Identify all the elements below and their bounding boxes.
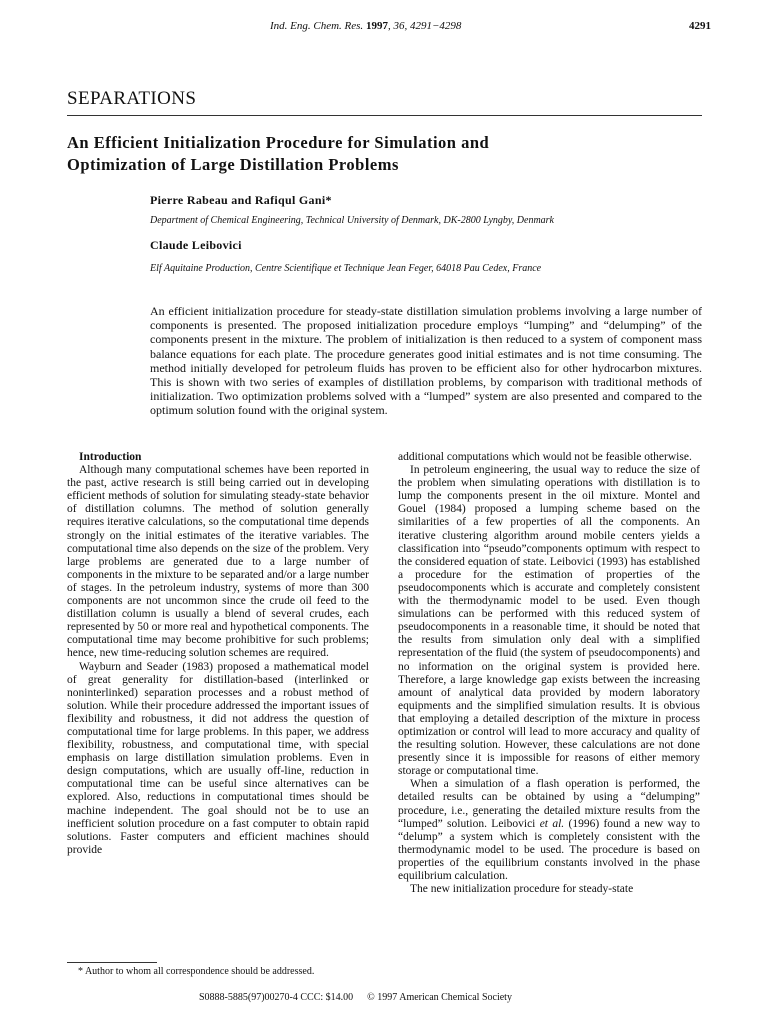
section-rule [67, 115, 702, 116]
body-paragraph: Wayburn and Seader (1983) proposed a mathematical model of great generality for distillation-based (interlinked or noninterlinked) separation processes and a robust method of solution. While their procedure addressed the important issues of flexibility and robustness, it did not address the question of computational time for large problems. In this paper, we address flexibility, robustness, and computational time, with special emphasis on large distillation simulation problems. Even in design computations, which are usually off-line, reduction in computational time can be useful since alternatives can be explored. Also, reductions in computational times should be machine independent. The goal should not be to use an inefficient solution procedure on a fast computer to obtain rapid solutions. Faster computers and efficient machines should provide [67, 660, 369, 856]
article-code: S0888-5885(97)00270-4 CCC: $14.00 [199, 992, 354, 1003]
authors-secondary: Claude Leibovici [150, 238, 242, 252]
body-paragraph-continued: additional computations which would not be feasible otherwise. [398, 451, 692, 463]
title-line: An Efficient Initialization Procedure for Simulation and [67, 133, 490, 152]
body-paragraph: Although many computational schemes have been reported in the past, active research is still being carried out in developing efficient methods of solution for simulating steady-state behavior of distillation columns. The method of solution generally requires iterative calculations, so the computational time depends strongly on the initial estimates of the iterative variables. The computational time also depends on the size of the problem. Very large problems are generated due to a large number of components in the mixture to be separated and/or a large number of stages. In the petroleum industry, systems of more than 300 components are not uncommon since the crude oil feed to the distillation column is usually a blend of several crudes, each represented by 50 or more real and hypothetical components. The computational time may become prohibitive for such problems; hence, new time-reducing solution schemes are required. [67, 464, 369, 660]
abstract: An efficient initialization procedure for steady-state distillation simulation problems involving a large number of components is presented. The proposed initialization procedure employs “lumping” and “delumping” of the components present in the mixture. The problem of initialization is then reduced to a system of component mass balance equations for each plate. The procedure generates good initial estimates and is not time consuming. The method initially developed for petroleum fluids has proven to be efficient also for other hydrocarbon mixtures. This is shown with two series of examples of distillation problems, by comparison with traditional methods of initialization. Two optimization problems solved with a “lumped” system are also presented and compared to the optimum solution found with the original system. [150, 304, 702, 418]
authors-primary: Pierre Rabeau and Rafiqul Gani* [150, 193, 332, 207]
journal-citation: Ind. Eng. Chem. Res. 1997, 36, 4291−4298 [270, 20, 462, 32]
right-column [398, 451, 700, 896]
body-paragraph: The new initialization procedure for steady-state [410, 883, 634, 896]
introduction-heading: Introduction [79, 451, 142, 463]
publication-footer [199, 992, 512, 1003]
affiliation-primary: Department of Chemical Engineering, Technical University of Denmark, DK-2800 Lyngby, Denmark [150, 215, 554, 226]
running-header [0, 20, 768, 36]
affiliation-secondary: Elf Aquitaine Production, Centre Scientifique et Technique Jean Feger, 64018 Pau Cedex, France [150, 263, 542, 274]
page-number: 4291 [689, 20, 711, 32]
copyright: © 1997 American Chemical Society [367, 992, 512, 1003]
section-heading: SEPARATIONS [67, 88, 197, 109]
footnote: * Author to whom all correspondence should be addressed. [78, 966, 315, 977]
body-paragraph: In petroleum engineering, the usual way to reduce the size of the problem when simulating operations with distillation is to lump the components present in the oil mixture. Montel and Gouel (1984) proposed a lumping scheme based on the similarities of a few properties of all the components. An iterative clustering algorithm around mobile centers yields a classification into “pseudo”components optimum with respect to the considered equation of state. Leibovici (1993) has established a procedure for the estimation of properties of the pseudocomponents which is accurate and completely consistent with the thermodynamic model to be used. Even though simulations can be performed with this reduced system of pseudocomponents in a reasonable time, it should be noted that the results from simulation only deal with a simplified representation of the fluid (the system of pseudocomponents) and no information on the original system is provided here. Therefore, a large knowledge gap exists between the increasing amount of analytical data provided by modern laboratory equipments and the simplified simulation results. It is obvious that employing a detailed description of the mixture in process optimization or control will lead to more accuracy and quality of the resulting solution. However, these calculations are not done presently since it is impossible for reasons of either memory storage or computational time. [398, 464, 700, 778]
article-title [67, 132, 687, 176]
left-column [67, 451, 369, 857]
title-line: Optimization of Large Distillation Problems [67, 155, 399, 174]
body-paragraph: When a simulation of a flash operation is performed, the detailed results can be obtained by using a “delumping” procedure, i.e., generating the detailed mixture results from the “lumped” solution. Leibovici et al. (1996) found a new way to “delump” a system which is completely consistent with the thermodynamic model to be used. The procedure is based on properties of the equilibrium constants involved in the phase equilibrium calculation. [398, 778, 700, 882]
footnote-rule [67, 962, 157, 963]
